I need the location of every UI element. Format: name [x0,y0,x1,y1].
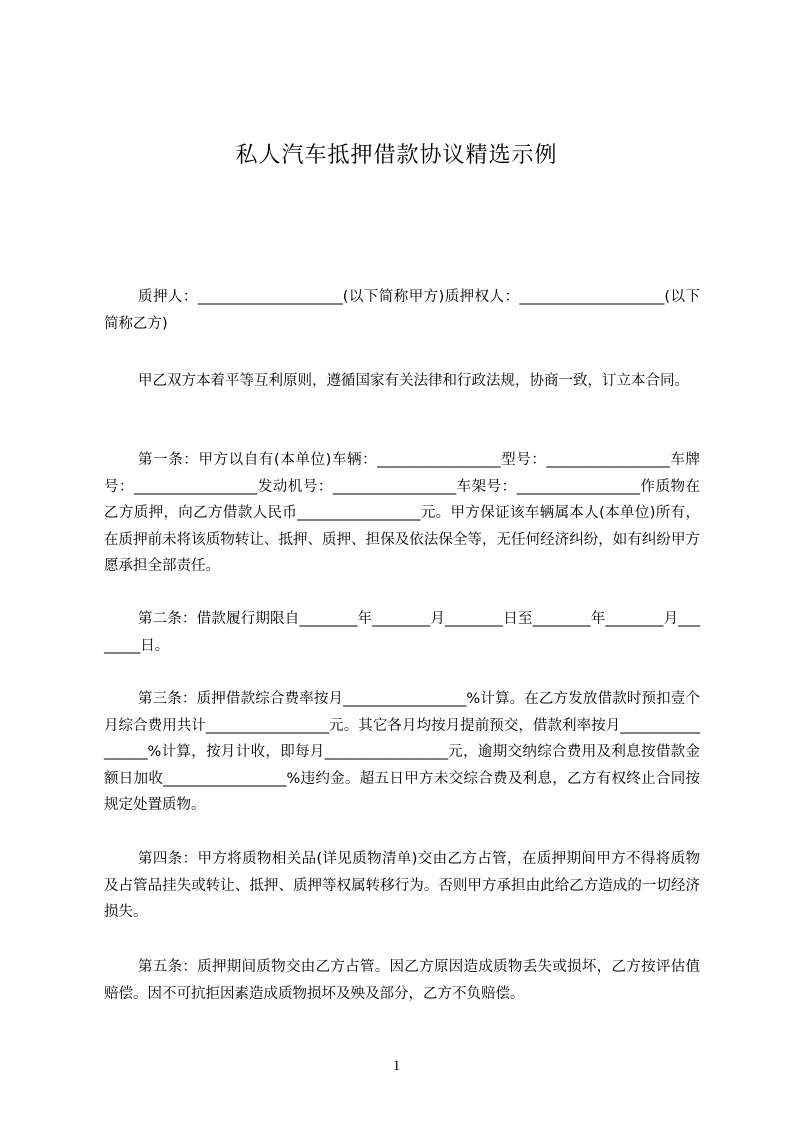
page-number: 1 [392,1058,401,1074]
paragraph-article-2: 第二条：借款履行期限自________年________月________日至________年________月________日。 [104,611,700,654]
paragraph-article-4: 第四条：甲方将质物相关品(详见质物清单)交由乙方占管，在质押期间甲方不得将质物及占管品挂失或转让、抵押、质押等权属转移行为。否则甲方承担由此给乙方造成的一切经济损失。 [104,851,700,920]
paragraph-parties: 质押人：____________________(以下简称甲方)质押权人：____________________(以下简称乙方) [104,289,700,332]
paragraph-preamble: 甲乙双方本着平等互利原则，遵循国家有关法律和行政法规，协商一致，订立本合同。 [138,373,689,389]
paragraph-article-3: 第三条：质押借款综合费率按月_________________%计算。在乙方发放借款时预扣壹个月综合费用共计_________________元。其它各月均按月提前预交，借款利率按月_________________%计算，按月计收，即每月_________________元，逾期交纳综合费用及利息按借款金额日加收_________________%违约金。超五日甲方未交综合费及利息，乙方有权终止合同按规定处置质物。 [104,691,700,813]
document-title: 私人汽车抵押借款协议精选示例 [235,143,558,168]
paragraph-article-1: 第一条：甲方以自有(本单位)车辆：_________________型号：_________________车牌号：_________________发动机号：_________________车架号：_________________作质物在乙方质押，向乙方借款人民币_________________元。甲方保证该车辆属本人(本单位)所有，在质押前未将该质物转让、抵押、质押、担保及依法保全等，无任何经济纠纷，如有纠纷甲方愿承担全部责任。 [104,452,700,574]
paragraph-article-5: 第五条：质押期间质物交由乙方占管。因乙方原因造成质物丢失或损坏，乙方按评估值赔偿。因不可抗拒因素造成质物损坏及殃及部分，乙方不负赔偿。 [104,959,700,1002]
